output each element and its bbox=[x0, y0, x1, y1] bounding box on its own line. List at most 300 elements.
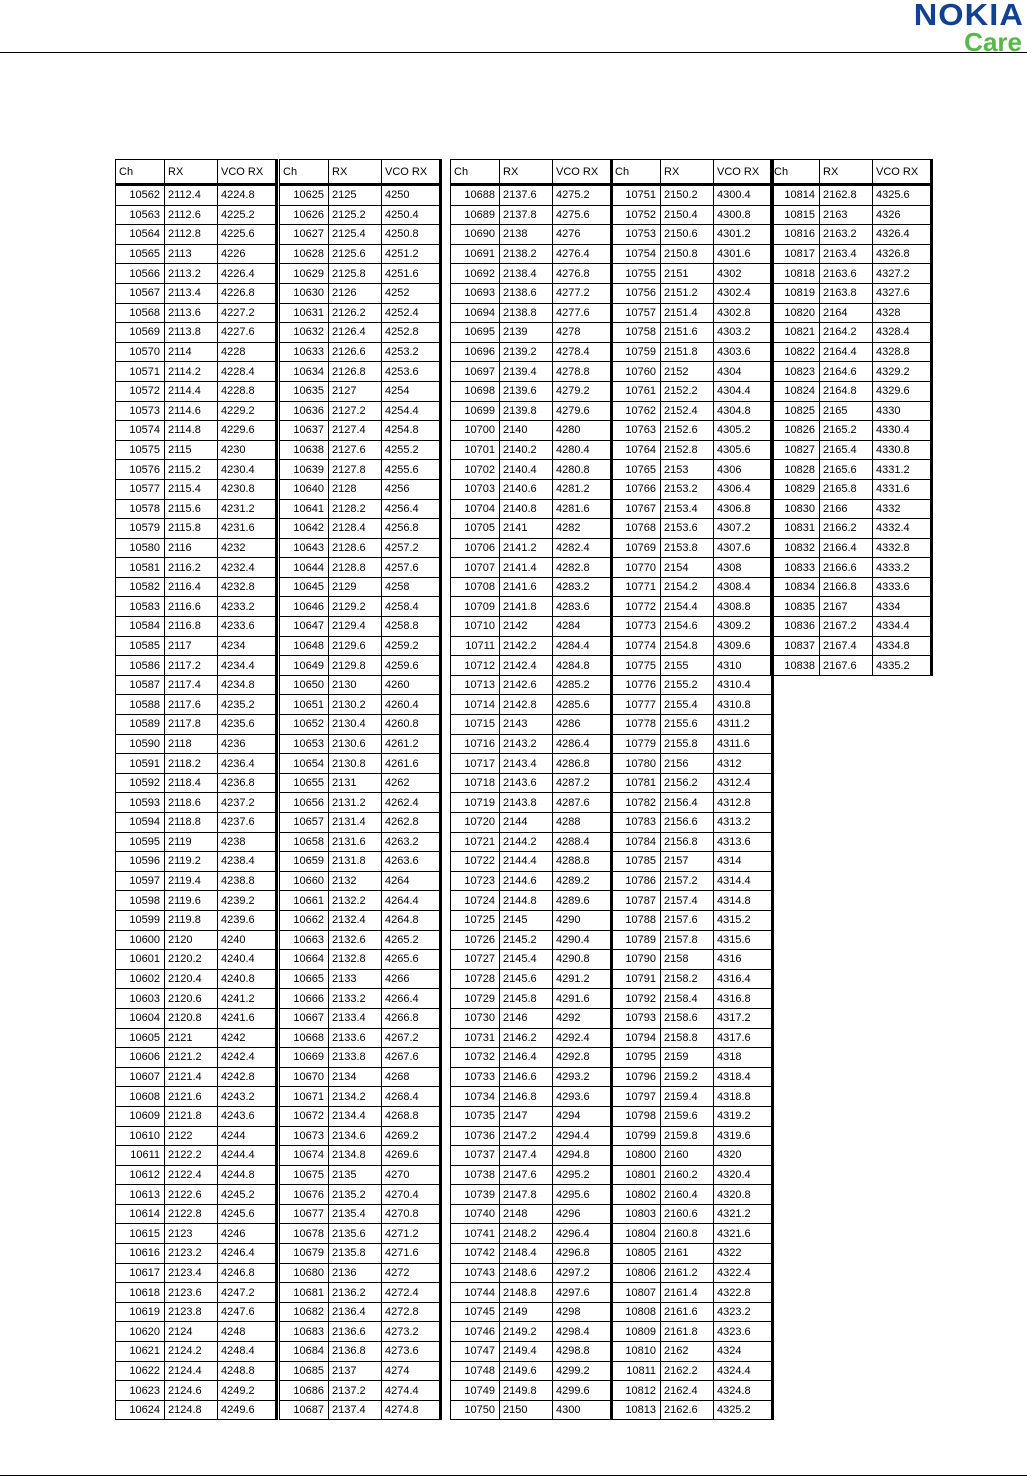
channel-cell: 10800 bbox=[612, 1146, 661, 1166]
channel-cell: 10626 bbox=[280, 205, 329, 225]
vco-rx-cell: 4332.4 bbox=[873, 519, 932, 539]
vco-rx-cell: 4332.8 bbox=[873, 538, 932, 558]
rx-cell: 2151.6 bbox=[661, 323, 714, 343]
channel-cell: 10595 bbox=[116, 832, 165, 852]
vco-rx-cell: 4328.4 bbox=[873, 323, 932, 343]
channel-cell: 10654 bbox=[280, 754, 329, 774]
channel-cell: 10681 bbox=[280, 1283, 329, 1303]
table-row bbox=[451, 244, 612, 264]
rx-cell: 2156.2 bbox=[661, 773, 714, 793]
vco-rx-cell: 4323.2 bbox=[714, 1302, 773, 1322]
rx-cell: 2142.2 bbox=[500, 636, 553, 656]
table-row bbox=[280, 303, 441, 323]
channel-cell: 10584 bbox=[116, 617, 165, 637]
vco-rx-cell: 4241.2 bbox=[218, 989, 277, 1009]
rx-cell: 2144.4 bbox=[500, 852, 553, 872]
vco-rx-cell: 4312.4 bbox=[714, 773, 773, 793]
logo-care-text: Care bbox=[964, 27, 1022, 57]
table-row bbox=[116, 1048, 277, 1068]
channel-cell: 10720 bbox=[451, 813, 500, 833]
channel-cell: 10698 bbox=[451, 381, 500, 401]
table-row bbox=[280, 1342, 441, 1362]
vco-rx-cell: 4310.4 bbox=[714, 675, 773, 695]
rx-cell: 2113.2 bbox=[165, 264, 218, 284]
channel-cell: 10732 bbox=[451, 1048, 500, 1068]
vco-rx-cell: 4248.4 bbox=[218, 1342, 277, 1362]
table-row bbox=[280, 793, 441, 813]
vco-rx-cell: 4333.2 bbox=[873, 558, 932, 578]
vco-rx-cell: 4307.2 bbox=[714, 519, 773, 539]
channel-cell: 10838 bbox=[771, 656, 820, 676]
rx-cell: 2116 bbox=[165, 538, 218, 558]
table-row bbox=[116, 715, 277, 735]
vco-rx-cell: 4228.8 bbox=[218, 381, 277, 401]
vco-rx-cell: 4270.4 bbox=[382, 1185, 441, 1205]
vco-rx-cell: 4284.4 bbox=[553, 636, 612, 656]
rx-cell: 2153.2 bbox=[661, 479, 714, 499]
channel-cell: 10715 bbox=[451, 715, 500, 735]
table-row bbox=[116, 225, 277, 245]
table-row bbox=[451, 460, 612, 480]
channel-cell: 10600 bbox=[116, 930, 165, 950]
rx-cell: 2158.6 bbox=[661, 1008, 714, 1028]
channel-cell: 10816 bbox=[771, 225, 820, 245]
rx-cell: 2117 bbox=[165, 636, 218, 656]
vco-rx-cell: 4266.8 bbox=[382, 1008, 441, 1028]
vco-rx-cell: 4301.6 bbox=[714, 244, 773, 264]
rx-cell: 2121.8 bbox=[165, 1106, 218, 1126]
vco-rx-cell: 4285.2 bbox=[553, 675, 612, 695]
rx-cell: 2120.8 bbox=[165, 1008, 218, 1028]
table-row bbox=[612, 1400, 773, 1420]
channel-cell: 10789 bbox=[612, 930, 661, 950]
vco-rx-cell: 4324.4 bbox=[714, 1361, 773, 1381]
channel-cell: 10633 bbox=[280, 342, 329, 362]
table-row bbox=[771, 479, 932, 499]
channel-cell: 10814 bbox=[771, 185, 820, 206]
vco-rx-cell: 4244 bbox=[218, 1126, 277, 1146]
table-row bbox=[612, 264, 773, 284]
table-row bbox=[116, 381, 277, 401]
table-row bbox=[451, 715, 612, 735]
channel-cell: 10639 bbox=[280, 460, 329, 480]
rx-cell: 2149.8 bbox=[500, 1381, 553, 1401]
channel-cell: 10735 bbox=[451, 1106, 500, 1126]
channel-cell: 10675 bbox=[280, 1165, 329, 1185]
vco-rx-cell: 4306 bbox=[714, 460, 773, 480]
rx-cell: 2126.8 bbox=[329, 362, 382, 382]
table-row bbox=[612, 891, 773, 911]
table-row bbox=[612, 1008, 773, 1028]
channel-cell: 10712 bbox=[451, 656, 500, 676]
channel-cell: 10670 bbox=[280, 1067, 329, 1087]
rx-cell: 2152.2 bbox=[661, 381, 714, 401]
vco-rx-cell: 4300 bbox=[553, 1400, 612, 1420]
table-row bbox=[451, 675, 612, 695]
table-row bbox=[451, 1028, 612, 1048]
rx-cell: 2123 bbox=[165, 1224, 218, 1244]
channel-cell: 10756 bbox=[612, 283, 661, 303]
rx-cell: 2152.8 bbox=[661, 440, 714, 460]
vco-rx-cell: 4316.8 bbox=[714, 989, 773, 1009]
vco-rx-cell: 4317.6 bbox=[714, 1028, 773, 1048]
table-row bbox=[116, 538, 277, 558]
rx-cell: 2135.2 bbox=[329, 1185, 382, 1205]
channel-cell: 10812 bbox=[612, 1381, 661, 1401]
rx-cell: 2159.4 bbox=[661, 1087, 714, 1107]
vco-rx-cell: 4237.2 bbox=[218, 793, 277, 813]
rx-cell: 2145 bbox=[500, 910, 553, 930]
channel-cell: 10695 bbox=[451, 323, 500, 343]
table-row bbox=[612, 1322, 773, 1342]
rx-cell: 2160.4 bbox=[661, 1185, 714, 1205]
channel-cell: 10782 bbox=[612, 793, 661, 813]
vco-rx-cell: 4275.6 bbox=[553, 205, 612, 225]
channel-cell: 10784 bbox=[612, 832, 661, 852]
channel-cell: 10786 bbox=[612, 871, 661, 891]
vco-rx-cell: 4308 bbox=[714, 558, 773, 578]
vco-rx-cell: 4321.2 bbox=[714, 1204, 773, 1224]
table-row bbox=[280, 930, 441, 950]
channel-cell: 10609 bbox=[116, 1106, 165, 1126]
vco-rx-cell: 4257.6 bbox=[382, 558, 441, 578]
rx-cell: 2128.6 bbox=[329, 538, 382, 558]
table-row bbox=[116, 597, 277, 617]
channel-cell: 10671 bbox=[280, 1087, 329, 1107]
rx-cell: 2117.8 bbox=[165, 715, 218, 735]
rx-cell: 2155 bbox=[661, 656, 714, 676]
channel-cell: 10796 bbox=[612, 1067, 661, 1087]
table-row bbox=[116, 1342, 277, 1362]
table-row bbox=[116, 891, 277, 911]
table-row bbox=[451, 1400, 612, 1420]
vco-rx-cell: 4233.2 bbox=[218, 597, 277, 617]
vco-rx-cell: 4238 bbox=[218, 832, 277, 852]
channel-cell: 10725 bbox=[451, 910, 500, 930]
rx-cell: 2142.6 bbox=[500, 675, 553, 695]
channel-cell: 10804 bbox=[612, 1224, 661, 1244]
vco-rx-cell: 4277.2 bbox=[553, 283, 612, 303]
rx-cell: 2166.4 bbox=[820, 538, 873, 558]
vco-rx-cell: 4245.2 bbox=[218, 1185, 277, 1205]
channel-cell: 10627 bbox=[280, 225, 329, 245]
vco-rx-cell: 4266.4 bbox=[382, 989, 441, 1009]
table-row bbox=[612, 773, 773, 793]
channel-cell: 10628 bbox=[280, 244, 329, 264]
rx-cell: 2132.8 bbox=[329, 950, 382, 970]
table-row bbox=[451, 1008, 612, 1028]
rx-cell: 2132.2 bbox=[329, 891, 382, 911]
channel-cell: 10787 bbox=[612, 891, 661, 911]
table-row bbox=[116, 283, 277, 303]
vco-rx-cell: 4232.8 bbox=[218, 577, 277, 597]
table-row bbox=[771, 577, 932, 597]
channel-cell: 10590 bbox=[116, 734, 165, 754]
rx-cell: 2140.2 bbox=[500, 440, 553, 460]
rx-cell: 2160.2 bbox=[661, 1165, 714, 1185]
table-row bbox=[612, 401, 773, 421]
rx-cell: 2147.4 bbox=[500, 1146, 553, 1166]
rx-cell: 2119 bbox=[165, 832, 218, 852]
table-row bbox=[280, 1048, 441, 1068]
vco-rx-cell: 4294.4 bbox=[553, 1126, 612, 1146]
table-row bbox=[280, 1106, 441, 1126]
vco-rx-cell: 4253.6 bbox=[382, 362, 441, 382]
table-row bbox=[280, 342, 441, 362]
channel-cell: 10669 bbox=[280, 1048, 329, 1068]
table-row bbox=[280, 1263, 441, 1283]
vco-rx-cell: 4280.8 bbox=[553, 460, 612, 480]
channel-cell: 10819 bbox=[771, 283, 820, 303]
channel-cell: 10572 bbox=[116, 381, 165, 401]
rx-cell: 2125 bbox=[329, 185, 382, 206]
channel-cell: 10781 bbox=[612, 773, 661, 793]
vco-rx-cell: 4330.8 bbox=[873, 440, 932, 460]
table-row bbox=[771, 421, 932, 441]
table-row bbox=[771, 460, 932, 480]
channel-cell: 10828 bbox=[771, 460, 820, 480]
rx-cell: 2125.8 bbox=[329, 264, 382, 284]
channel-cell: 10748 bbox=[451, 1361, 500, 1381]
vco-rx-cell: 4280.4 bbox=[553, 440, 612, 460]
channel-cell: 10790 bbox=[612, 950, 661, 970]
table-row bbox=[116, 1126, 277, 1146]
rx-cell: 2130.2 bbox=[329, 695, 382, 715]
rx-cell: 2131.8 bbox=[329, 852, 382, 872]
table-row bbox=[116, 499, 277, 519]
channel-cell: 10757 bbox=[612, 303, 661, 323]
rx-cell: 2157 bbox=[661, 852, 714, 872]
rx-cell: 2136 bbox=[329, 1263, 382, 1283]
channel-cell: 10604 bbox=[116, 1008, 165, 1028]
column-header: VCO RX bbox=[873, 160, 932, 185]
vco-rx-cell: 4316 bbox=[714, 950, 773, 970]
table-row bbox=[451, 891, 612, 911]
rx-cell: 2133 bbox=[329, 969, 382, 989]
vco-rx-cell: 4269.2 bbox=[382, 1126, 441, 1146]
rx-cell: 2127.4 bbox=[329, 421, 382, 441]
channel-cell: 10585 bbox=[116, 636, 165, 656]
table-row bbox=[451, 871, 612, 891]
channel-cell: 10592 bbox=[116, 773, 165, 793]
table-row bbox=[771, 244, 932, 264]
rx-cell: 2165 bbox=[820, 401, 873, 421]
vco-rx-cell: 4289.6 bbox=[553, 891, 612, 911]
channel-cell: 10821 bbox=[771, 323, 820, 343]
channel-cell: 10684 bbox=[280, 1342, 329, 1362]
vco-rx-cell: 4318.4 bbox=[714, 1067, 773, 1087]
table-row bbox=[116, 1322, 277, 1342]
rx-cell: 2138.4 bbox=[500, 264, 553, 284]
vco-rx-cell: 4237.6 bbox=[218, 813, 277, 833]
channel-cell: 10676 bbox=[280, 1185, 329, 1205]
rx-cell: 2115.4 bbox=[165, 479, 218, 499]
column-header: RX bbox=[820, 160, 873, 185]
vco-rx-cell: 4327.6 bbox=[873, 283, 932, 303]
table-row bbox=[612, 1048, 773, 1068]
channel-cell: 10798 bbox=[612, 1106, 661, 1126]
table-row bbox=[612, 871, 773, 891]
rx-cell: 2124.4 bbox=[165, 1361, 218, 1381]
rx-cell: 2159.8 bbox=[661, 1126, 714, 1146]
rx-cell: 2153.4 bbox=[661, 499, 714, 519]
rx-cell: 2150.6 bbox=[661, 225, 714, 245]
vco-rx-cell: 4225.6 bbox=[218, 225, 277, 245]
table-row bbox=[280, 362, 441, 382]
channel-cell: 10768 bbox=[612, 519, 661, 539]
table-row bbox=[612, 460, 773, 480]
table-row bbox=[612, 519, 773, 539]
vco-rx-cell: 4299.2 bbox=[553, 1361, 612, 1381]
vco-rx-cell: 4274.4 bbox=[382, 1381, 441, 1401]
channel-cell: 10805 bbox=[612, 1244, 661, 1264]
rx-cell: 2166 bbox=[820, 499, 873, 519]
table-row bbox=[451, 1087, 612, 1107]
table-row bbox=[116, 1400, 277, 1420]
table-row bbox=[451, 989, 612, 1009]
channel-cell: 10822 bbox=[771, 342, 820, 362]
vco-rx-cell: 4275.2 bbox=[553, 185, 612, 206]
table-row bbox=[612, 323, 773, 343]
table-row bbox=[612, 1302, 773, 1322]
vco-rx-cell: 4258.4 bbox=[382, 597, 441, 617]
table-row bbox=[612, 636, 773, 656]
channel-cell: 10832 bbox=[771, 538, 820, 558]
channel-cell: 10708 bbox=[451, 577, 500, 597]
table-row bbox=[612, 852, 773, 872]
rx-cell: 2113.6 bbox=[165, 303, 218, 323]
vco-rx-cell: 4319.6 bbox=[714, 1126, 773, 1146]
vco-rx-cell: 4231.2 bbox=[218, 499, 277, 519]
vco-rx-cell: 4287.2 bbox=[553, 773, 612, 793]
table-row bbox=[451, 323, 612, 343]
channel-cell: 10688 bbox=[451, 185, 500, 206]
channel-cell: 10702 bbox=[451, 460, 500, 480]
rx-cell: 2133.4 bbox=[329, 1008, 382, 1028]
rx-cell: 2133.6 bbox=[329, 1028, 382, 1048]
channel-cell: 10824 bbox=[771, 381, 820, 401]
vco-rx-cell: 4226 bbox=[218, 244, 277, 264]
table-row bbox=[451, 1283, 612, 1303]
vco-rx-cell: 4245.6 bbox=[218, 1204, 277, 1224]
channel-cell: 10645 bbox=[280, 577, 329, 597]
rx-cell: 2163.6 bbox=[820, 264, 873, 284]
channel-cell: 10750 bbox=[451, 1400, 500, 1420]
table-row bbox=[280, 989, 441, 1009]
rx-cell: 2158 bbox=[661, 950, 714, 970]
table-row bbox=[280, 440, 441, 460]
channel-cell: 10674 bbox=[280, 1146, 329, 1166]
table-row bbox=[612, 695, 773, 715]
table-row bbox=[612, 1067, 773, 1087]
rx-cell: 2112.8 bbox=[165, 225, 218, 245]
table-row bbox=[771, 303, 932, 323]
vco-rx-cell: 4283.2 bbox=[553, 577, 612, 597]
table-row bbox=[116, 342, 277, 362]
vco-rx-cell: 4295.6 bbox=[553, 1185, 612, 1205]
table-row bbox=[451, 303, 612, 323]
table-row bbox=[116, 1244, 277, 1264]
vco-rx-cell: 4285.6 bbox=[553, 695, 612, 715]
table-row bbox=[771, 323, 932, 343]
rx-cell: 2114.6 bbox=[165, 401, 218, 421]
channel-cell: 10593 bbox=[116, 793, 165, 813]
rx-cell: 2164.6 bbox=[820, 362, 873, 382]
vco-rx-cell: 4293.2 bbox=[553, 1067, 612, 1087]
vco-rx-cell: 4252.8 bbox=[382, 323, 441, 343]
vco-rx-cell: 4271.6 bbox=[382, 1244, 441, 1264]
channel-cell: 10742 bbox=[451, 1244, 500, 1264]
table-row bbox=[280, 323, 441, 343]
channel-cell: 10722 bbox=[451, 852, 500, 872]
vco-rx-cell: 4241.6 bbox=[218, 1008, 277, 1028]
channel-cell: 10807 bbox=[612, 1283, 661, 1303]
table-row bbox=[771, 362, 932, 382]
vco-rx-cell: 4269.6 bbox=[382, 1146, 441, 1166]
channel-cell: 10672 bbox=[280, 1106, 329, 1126]
vco-rx-cell: 4262 bbox=[382, 773, 441, 793]
vco-rx-cell: 4264 bbox=[382, 871, 441, 891]
table-row bbox=[116, 185, 277, 206]
rx-cell: 2147 bbox=[500, 1106, 553, 1126]
rx-cell: 2122.4 bbox=[165, 1165, 218, 1185]
vco-rx-cell: 4230.8 bbox=[218, 479, 277, 499]
channel-cell: 10813 bbox=[612, 1400, 661, 1420]
table-row bbox=[451, 636, 612, 656]
channel-cell: 10818 bbox=[771, 264, 820, 284]
channel-cell: 10827 bbox=[771, 440, 820, 460]
vco-rx-cell: 4331.6 bbox=[873, 479, 932, 499]
channel-cell: 10616 bbox=[116, 1244, 165, 1264]
rx-cell: 2117.2 bbox=[165, 656, 218, 676]
vco-rx-cell: 4329.2 bbox=[873, 362, 932, 382]
rx-cell: 2135.8 bbox=[329, 1244, 382, 1264]
rx-cell: 2136.6 bbox=[329, 1322, 382, 1342]
table-row bbox=[116, 205, 277, 225]
channel-cell: 10731 bbox=[451, 1028, 500, 1048]
table-row bbox=[612, 930, 773, 950]
table-row bbox=[280, 1400, 441, 1420]
channel-cell: 10788 bbox=[612, 910, 661, 930]
channel-cell: 10803 bbox=[612, 1204, 661, 1224]
rx-cell: 2155.4 bbox=[661, 695, 714, 715]
channel-cell: 10591 bbox=[116, 754, 165, 774]
table-row bbox=[280, 1361, 441, 1381]
table-row bbox=[612, 440, 773, 460]
vco-rx-cell: 4273.6 bbox=[382, 1342, 441, 1362]
vco-rx-cell: 4230 bbox=[218, 440, 277, 460]
rx-cell: 2151.4 bbox=[661, 303, 714, 323]
column-header: RX bbox=[661, 160, 714, 185]
table-row bbox=[280, 1224, 441, 1244]
channel-cell: 10574 bbox=[116, 421, 165, 441]
channel-cell: 10721 bbox=[451, 832, 500, 852]
vco-rx-cell: 4279.2 bbox=[553, 381, 612, 401]
vco-rx-cell: 4248 bbox=[218, 1322, 277, 1342]
vco-rx-cell: 4302.8 bbox=[714, 303, 773, 323]
table-row bbox=[280, 832, 441, 852]
channel-cell: 10655 bbox=[280, 773, 329, 793]
rx-cell: 2143.2 bbox=[500, 734, 553, 754]
channel-cell: 10689 bbox=[451, 205, 500, 225]
table-row bbox=[116, 1087, 277, 1107]
rx-cell: 2157.8 bbox=[661, 930, 714, 950]
channel-cell: 10830 bbox=[771, 499, 820, 519]
channel-cell: 10579 bbox=[116, 519, 165, 539]
vco-rx-cell: 4240.4 bbox=[218, 950, 277, 970]
channel-cell: 10809 bbox=[612, 1322, 661, 1342]
rx-cell: 2131.2 bbox=[329, 793, 382, 813]
